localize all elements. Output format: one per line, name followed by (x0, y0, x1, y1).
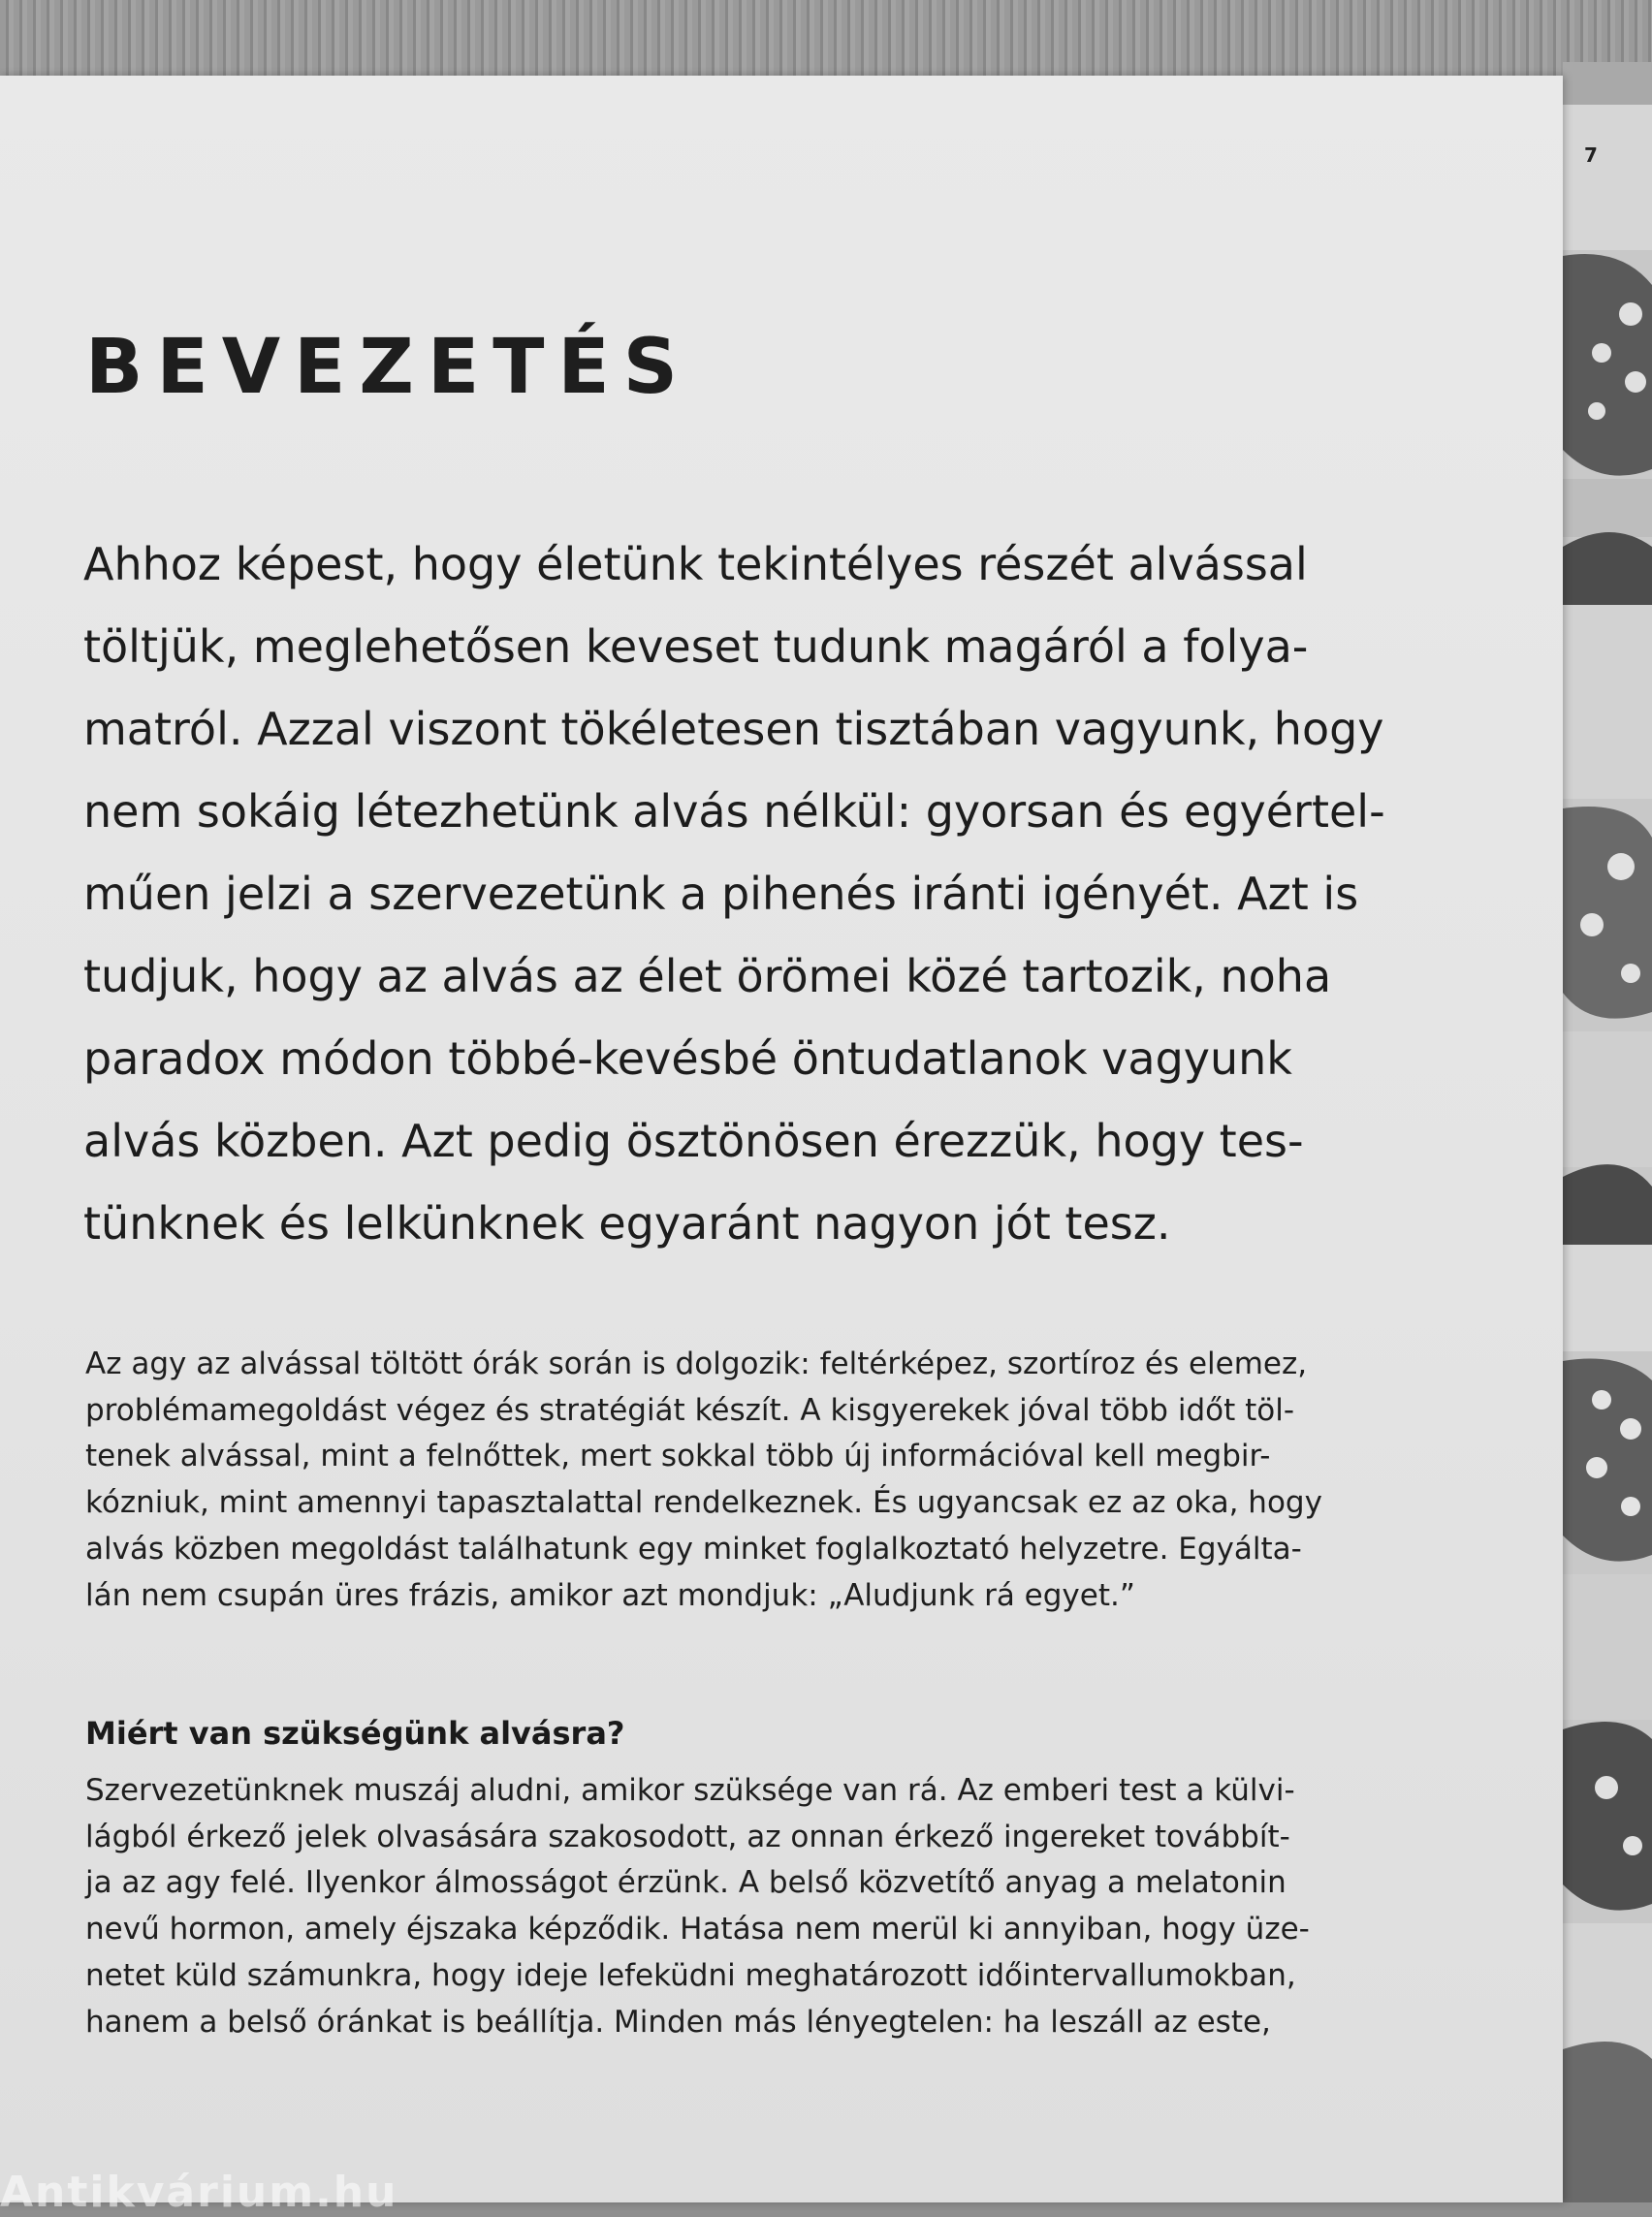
decorative-side-strip (1563, 62, 1652, 2202)
lead-line: alvás közben. Azt pedig ösztönösen érezzük, hogy tes- (83, 1115, 1304, 1167)
body-line: lán nem csupán üres frázis, amikor azt mondjuk: „Aludjunk rá egyet.” (85, 1577, 1135, 1613)
page-number: 7 (1584, 143, 1598, 167)
lead-line: nem sokáig létezhetünk alvás nélkül: gyorsan és egyértel- (83, 785, 1385, 838)
pattern-graphic (1563, 62, 1652, 2202)
body-line: tenek alvással, mint a felnőttek, mert sokkal több új információval kell megbir- (85, 1439, 1271, 1474)
body-line: lágból érkező jelek olvasására szakosodott, az onnan érkező ingereket továbbít- (85, 1819, 1290, 1854)
lead-line: matról. Azzal viszont tökéletesen tisztában vagyunk, hogy (83, 703, 1384, 755)
lead-line: paradox módon többé-kevésbé öntudatlanok vagyunk (83, 1032, 1292, 1085)
body-line: ja az agy felé. Ilyenkor álmosságot érzünk. A belső közvetítő anyag a melatonin (85, 1865, 1287, 1901)
body-line: problémamegoldást végez és stratégiát készít. A kisgyerekek jóval több időt töl- (85, 1392, 1295, 1428)
lead-line: tünknek és lelkünknek egyaránt nagyon jót tesz. (83, 1197, 1171, 1250)
body-paragraph-2 (85, 1768, 1510, 2045)
body-line: Szervezetünknek muszáj aludni, amikor szüksége van rá. Az emberi test a külvi- (85, 1773, 1295, 1808)
body-line: alvás közben megoldást találhatunk egy minket foglalkoztató helyzetre. Egyálta- (85, 1531, 1302, 1567)
body-line: netet küld számunkra, hogy ideje lefeküdni meghatározott időintervallumokban, (85, 1957, 1296, 1993)
body-line: nevű hormon, amely éjszaka képződik. Hatása nem merül ki annyiban, hogy üze- (85, 1912, 1310, 1948)
section-heading: Miért van szükségünk alvásra? (85, 1715, 625, 1752)
lead-line: töltjük, meglehetősen keveset tudunk magáról a folya- (83, 620, 1309, 673)
body-paragraph-1 (85, 1342, 1510, 1619)
body-line: Az agy az alvással töltött órák során is dolgozik: feltérképez, szortíroz és elemez, (85, 1346, 1308, 1381)
body-line: hanem a belső óránkat is beállítja. Minden más lényegtelen: ha leszáll az este, (85, 2004, 1271, 2040)
lead-line: tudjuk, hogy az alvás az élet örömei közé tartozik, noha (83, 950, 1332, 1002)
body-line: kózniuk, mint amennyi tapasztalattal rendelkeznek. És ugyancsak ez az oka, hogy (85, 1485, 1322, 1521)
lead-line: Ahhoz képest, hogy életünk tekintélyes részét alvással (83, 538, 1308, 590)
lead-paragraph (83, 523, 1509, 1265)
watermark: Antikvárium.hu (0, 2168, 398, 2217)
page-title: BEVEZETÉS (85, 324, 691, 411)
lead-line: műen jelzi a szervezetünk a pihenés iránti igényét. Azt is (83, 868, 1359, 920)
